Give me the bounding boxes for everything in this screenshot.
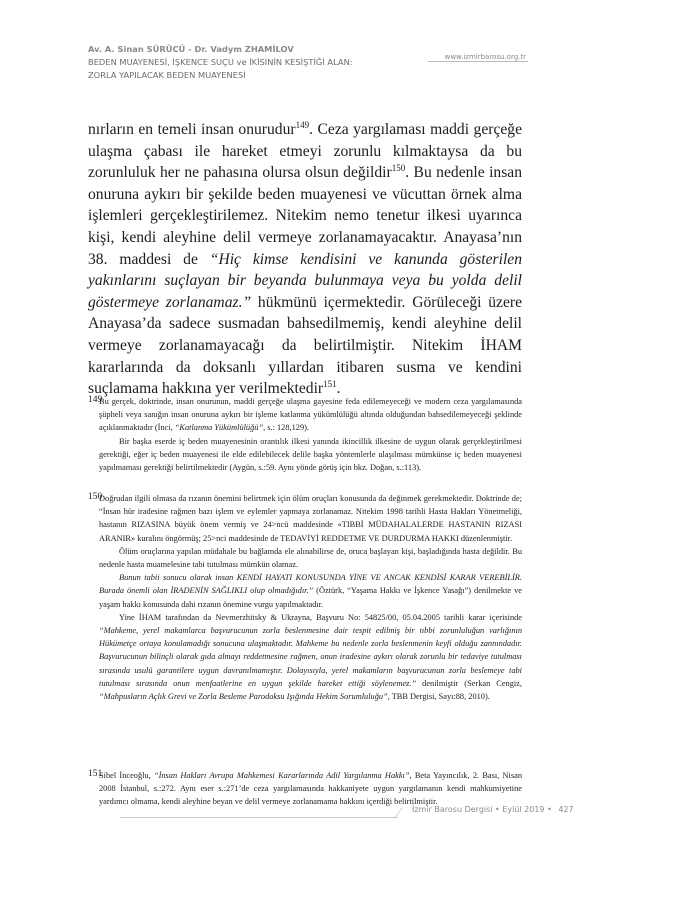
running-header bbox=[88, 43, 528, 82]
footnote-paragraph bbox=[99, 395, 522, 435]
page-footer bbox=[412, 805, 574, 814]
footnote-paragraph: Doğrudan ilgili olmasa da rızanın önemini belirtmek için ölüm oruçları konusunda da değinmek gerekmektedir. Doktrinde de; “İnsan hür iradesine rağmen bazı işlem ve eylemler yapmaya zorlanamaz. Nitekim 1998 tarihli Hasta Hakları Yönetmeliği, hastanın RIZASINA büyük önem vermiş ve 24>ncü maddesinde «TIBBİ MÜDAHALALERDE HASTANIN RIZASI ARANIR» kuralını öngörmüş; 25>nci maddesinde de TEDAVİYİ REDDETME VE DURDURMA HAKKI düzenlenmiştir. bbox=[99, 494, 522, 543]
header-title-line2: ZORLA YAPILACAK BEDEN MUAYENESİ bbox=[88, 70, 246, 80]
footnote-text: , s.: 128,129). bbox=[263, 423, 309, 433]
footnote-text: Bu gerçek, doktrinde, insan onurunun, maddi gerçeğe ulaşma gayesine feda edilemeyeceği ve modern ceza yargılamasında şüpheli veya sanığın insan onuruna aykırı bir işleme katlanma yükümlülüğü altında olduğundan bahsedilemeyeceği şeklinde açıklanmaktadır (İnci, bbox=[99, 397, 522, 433]
footnote-ref-150[interactable]: 150 bbox=[391, 163, 406, 173]
footnote-150 bbox=[88, 492, 522, 703]
footnote-151 bbox=[88, 769, 522, 809]
footnote-paragraph bbox=[99, 571, 522, 611]
footnote-number: 151 bbox=[88, 769, 103, 779]
footer-rule bbox=[120, 817, 398, 818]
footnote-italic: “Mahkeme, yerel makamlarca başvurucunun zorla beslenmesine dair tespit edilmiş bir tıbbi zorunluluğun varlığının Hükümetçe ortaya konulamadığı sonucuna ulaşmaktadır. Mahkeme bu nedenle zorla beslenmenin keyfi olduğu zannındadır. Başvurucunun bilinçli olarak gıda almayı reddetmesine rağmen, onun iradesine aykırı olarak zorunlu bir tedaviye tutulması sırasında usulü garantilere uygun davranılmamıştır. Dolayısıyla, yerel makamların başvurucunun zorla beslemeye tabi tutulması sırasında onun menfaatlerine en uygun şekilde hareket ettiği söylenemez.” bbox=[99, 626, 522, 688]
footnote-149 bbox=[88, 395, 522, 474]
footnote-paragraph: Bir başka eserde iç beden muayenesinin orantılık ilkesi yanında ikincillik ilkesine de uygun olarak gerçekleştirilmesi gerektiği, eğer iç beden muayenesi ile elde edilebilecek delile başka yöntemlerle ulaşılması mümkünse iç beden muayenesi yapılmaması gerektiği belirtilmektedir (Aygün, s.:59. Aynı yönde görüş için bkz. Doğan, s.:113). bbox=[99, 436, 522, 473]
header-title-line1: BEDEN MUAYENESİ, İŞKENCE SUÇU ve İKİSİNİN KESİŞTİĞİ ALAN: bbox=[88, 57, 353, 67]
footnote-number: 149 bbox=[88, 395, 103, 405]
header-authors: Av. A. Sinan SÜRÜCÜ - Dr. Vadym ZHAMİLOV bbox=[88, 44, 294, 54]
footnote-number: 150 bbox=[88, 492, 103, 502]
footnote-text: , Beta Yayıncılık, 2. Bası, Nisan 2008 İstanbul, s.:272. Aynı eser s.:271’de ceza yargılamasında hakkaniyete uygun yargılamanın kendi mahkumiyetine yardımcı olmama, kendi aleyhine beyan ve delil vermeye zorlanamama hakkını içerdiği belirtilmiştir. bbox=[99, 771, 522, 807]
body-text-5: . bbox=[336, 380, 341, 398]
header-rule bbox=[428, 61, 528, 62]
footnote-text: Sibel İnceoğlu, bbox=[99, 771, 154, 780]
body-text-3: . Bu nedenle insan onuruna aykırı bir şekilde beden muayenesi ve vücuttan örnek alma işlemleri gerçekleştirilemez. Nitekim nemo tenetur ilkesi uyarınca kişi, kendi aleyhine delil vermeye zorlanamayacaktır. Anayasa’nın 38. maddesi de bbox=[88, 164, 522, 268]
page-number: 427 bbox=[558, 805, 574, 814]
footnote-text: Yine İHAM tarafından da Nevmerzhitsky & Ukrayna, Başvuru No: 54825/00, 05.04.2005 tarihli karar içerisinde bbox=[119, 612, 522, 622]
body-text-2: . Ceza yargılaması maddi gerçeğe ulaşma çabası ile hareket etmeyi zorunlu kılmaktaysa da bu zorunluluk her ne pahasına olursa olsun değildir bbox=[88, 121, 522, 182]
header-url: www.izmirbarosu.org.tr bbox=[444, 53, 526, 61]
footnote-text: (Öztürk, “Yaşama Hakkı ve İşkence Yasağı”) denilmekte ve yaşam hakkı konusunda dahi rızanın önemine vurgu yapılmaktadır. bbox=[99, 586, 522, 609]
footnote-paragraph bbox=[99, 611, 522, 703]
footnote-italic: “Mahpusların Açlık Grevi ve Zorla Besleme Parodoksu Işığında Hekim Sorumluluğu” bbox=[99, 692, 388, 702]
body-text-1: nırların en temeli insan onurudur bbox=[88, 121, 296, 138]
footnote-italic: “Katlanma Yükümlülüğü” bbox=[174, 423, 264, 433]
footnote-text: denilmiştir (Serkan Cengiz, bbox=[416, 678, 522, 688]
footnote-text: , TBB Dergisi, Sayı:88, 2010). bbox=[387, 692, 490, 702]
footer-rule-tick bbox=[394, 808, 412, 818]
footnote-paragraph: Ölüm oruçlarına yapılan müdahale bu bağlamda ele alınabilirse de, oruca başlayan kişi, başladığında hasta değildir. Bu nedenle hasta muamelesine tabi tutulması mümkün olamaz. bbox=[99, 546, 522, 570]
body-text bbox=[88, 119, 522, 400]
footnote-italic: Bunun tabii sonucu olarak insan KENDİ HAYATI KONUSUNDA YİNE VE ANCAK KENDİSİ KARAR VEREBİLİR. Burada önemli olan İRADENİN SAĞLIKLI olup olmadığıdır.” bbox=[99, 573, 522, 596]
constitution-quote: “Hiç kimse kendisini ve kanunda gösterilen yakınlarını suçlayan bir beyanda bulunmaya veya bu yolda delil göstermeye zorlanamaz.” bbox=[88, 250, 523, 311]
footnote-italic: “İnsan Hakları Avrupa Mahkemesi Kararlarında Adil Yargılanma Hakkı” bbox=[153, 771, 410, 780]
footnote-paragraph bbox=[99, 769, 522, 809]
body-text-4: hükmünü içermektedir. Görüleceği üzere Anayasa’da sadece susmadan bahsedilmemiş, kendi aleyhine delil vermeye zorlanamayacağı da belirtilmiştir. Nitekim İHAM kararlarında da doksanlı yıllardan itibaren susma ve kendini suçlamama hakkına yer verilmektedir bbox=[88, 293, 522, 398]
footnote-ref-151[interactable]: 151 bbox=[323, 378, 337, 389]
footer-journal: İzmir Barosu Dergisi • Eylül 2019 • bbox=[412, 805, 552, 814]
body-paragraph bbox=[88, 119, 522, 400]
footnote-ref-149[interactable]: 149 bbox=[295, 119, 310, 130]
